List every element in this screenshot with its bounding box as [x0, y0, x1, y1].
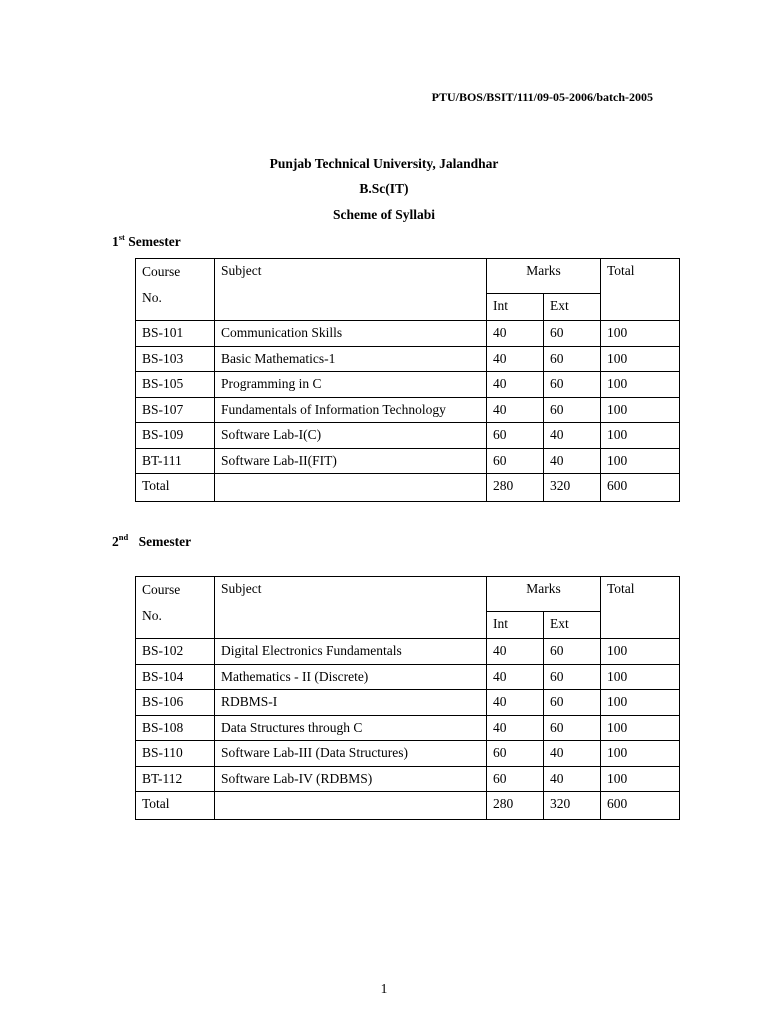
ext-marks: 40 — [544, 448, 601, 474]
semester-ordinal-suffix: nd — [118, 532, 129, 542]
subject-name: Digital Electronics Fundamentals — [215, 639, 487, 665]
course-code: BS-101 — [136, 321, 215, 347]
int-header: Int — [487, 294, 544, 321]
table-row — [136, 766, 680, 792]
table-row — [136, 372, 680, 398]
marks-header: Marks — [487, 259, 601, 294]
subject-name: Programming in C — [215, 372, 487, 398]
totals-int: 280 — [487, 792, 544, 820]
subject-name: RDBMS-I — [215, 690, 487, 716]
semester-1-table — [135, 258, 680, 502]
semester-1-heading — [112, 234, 181, 250]
table-row — [136, 321, 680, 347]
semester-2-table — [135, 576, 680, 820]
ext-marks: 40 — [544, 741, 601, 767]
table-row — [136, 423, 680, 449]
subject-name: Mathematics - II (Discrete) — [215, 664, 487, 690]
subject-name: Fundamentals of Information Technology — [215, 397, 487, 423]
subject-name: Software Lab-II(FIT) — [215, 448, 487, 474]
course-code: BS-102 — [136, 639, 215, 665]
course-code: BS-110 — [136, 741, 215, 767]
semester-ordinal-suffix: st — [118, 232, 125, 242]
totals-row — [136, 792, 680, 820]
int-header: Int — [487, 612, 544, 639]
ext-marks: 60 — [544, 639, 601, 665]
total-marks: 100 — [601, 766, 680, 792]
course-code: BT-112 — [136, 766, 215, 792]
university-name: Punjab Technical University, Jalandhar — [269, 156, 499, 171]
course-code: BT-111 — [136, 448, 215, 474]
ext-header: Ext — [544, 294, 601, 321]
ext-marks: 60 — [544, 397, 601, 423]
ext-marks: 60 — [544, 346, 601, 372]
table-row — [136, 664, 680, 690]
int-marks: 40 — [487, 397, 544, 423]
subject-header: Subject — [215, 577, 487, 639]
marks-header: Marks — [487, 577, 601, 612]
total-marks: 100 — [601, 690, 680, 716]
int-marks: 60 — [487, 766, 544, 792]
total-marks: 100 — [601, 423, 680, 449]
totals-label: Total — [136, 474, 215, 502]
semester-number: 2 — [112, 534, 119, 549]
table-row — [136, 639, 680, 665]
totals-empty-cell — [215, 792, 487, 820]
ext-marks: 60 — [544, 715, 601, 741]
course-code: BS-104 — [136, 664, 215, 690]
course-code: BS-106 — [136, 690, 215, 716]
semester-number: 1 — [112, 234, 119, 249]
table-header-row — [136, 259, 680, 294]
ext-marks: 60 — [544, 372, 601, 398]
ext-marks: 60 — [544, 664, 601, 690]
int-marks: 40 — [487, 321, 544, 347]
program-name: B.Sc(IT) — [359, 181, 409, 196]
int-marks: 40 — [487, 346, 544, 372]
int-marks: 40 — [487, 715, 544, 741]
table-row — [136, 741, 680, 767]
document-title: Scheme of Syllabi — [332, 207, 435, 222]
total-marks: 100 — [601, 346, 680, 372]
course-code: BS-108 — [136, 715, 215, 741]
table-row — [136, 690, 680, 716]
table-row — [136, 448, 680, 474]
table-row — [136, 715, 680, 741]
totals-ext: 320 — [544, 474, 601, 502]
int-marks: 40 — [487, 664, 544, 690]
subject-name: Communication Skills — [215, 321, 487, 347]
course-code: BS-107 — [136, 397, 215, 423]
course-code: BS-105 — [136, 372, 215, 398]
course-code: BS-103 — [136, 346, 215, 372]
table-row — [136, 346, 680, 372]
ext-marks: 40 — [544, 423, 601, 449]
totals-total: 600 — [601, 792, 680, 820]
document-reference: PTU/BOS/BSIT/111/09-05-2006/batch-2005 — [431, 90, 653, 104]
subject-name: Software Lab-I(C) — [215, 423, 487, 449]
ext-marks: 60 — [544, 321, 601, 347]
total-marks: 100 — [601, 741, 680, 767]
course-no-header — [136, 577, 215, 639]
total-marks: 100 — [601, 715, 680, 741]
course-header-line1: Course — [142, 264, 181, 279]
total-marks: 100 — [601, 397, 680, 423]
course-code: BS-109 — [136, 423, 215, 449]
int-marks: 60 — [487, 448, 544, 474]
subject-name: Data Structures through C — [215, 715, 487, 741]
int-marks: 40 — [487, 690, 544, 716]
totals-label: Total — [136, 792, 215, 820]
ext-marks: 40 — [544, 766, 601, 792]
total-marks: 100 — [601, 664, 680, 690]
totals-ext: 320 — [544, 792, 601, 820]
course-header-line2: No. — [142, 608, 162, 623]
semester-label: Semester — [138, 534, 192, 549]
ext-header: Ext — [544, 612, 601, 639]
table-row — [136, 397, 680, 423]
totals-empty-cell — [215, 474, 487, 502]
course-header-line1: Course — [142, 582, 181, 597]
int-marks: 40 — [487, 639, 544, 665]
total-marks: 100 — [601, 448, 680, 474]
subject-name: Basic Mathematics-1 — [215, 346, 487, 372]
totals-int: 280 — [487, 474, 544, 502]
subject-header: Subject — [215, 259, 487, 321]
table-header-row — [136, 577, 680, 612]
totals-row — [136, 474, 680, 502]
semester-2-heading — [112, 534, 191, 550]
total-marks: 100 — [601, 321, 680, 347]
total-marks: 100 — [601, 372, 680, 398]
course-header-line2: No. — [142, 290, 162, 305]
int-marks: 40 — [487, 372, 544, 398]
subject-name: Software Lab-III (Data Structures) — [215, 741, 487, 767]
course-no-header — [136, 259, 215, 321]
int-marks: 60 — [487, 741, 544, 767]
page-number: 1 — [380, 981, 388, 996]
subject-name: Software Lab-IV (RDBMS) — [215, 766, 487, 792]
semester-label: Semester — [128, 234, 181, 249]
int-marks: 60 — [487, 423, 544, 449]
total-header: Total — [601, 577, 680, 639]
totals-total: 600 — [601, 474, 680, 502]
total-header: Total — [601, 259, 680, 321]
ext-marks: 60 — [544, 690, 601, 716]
total-marks: 100 — [601, 639, 680, 665]
